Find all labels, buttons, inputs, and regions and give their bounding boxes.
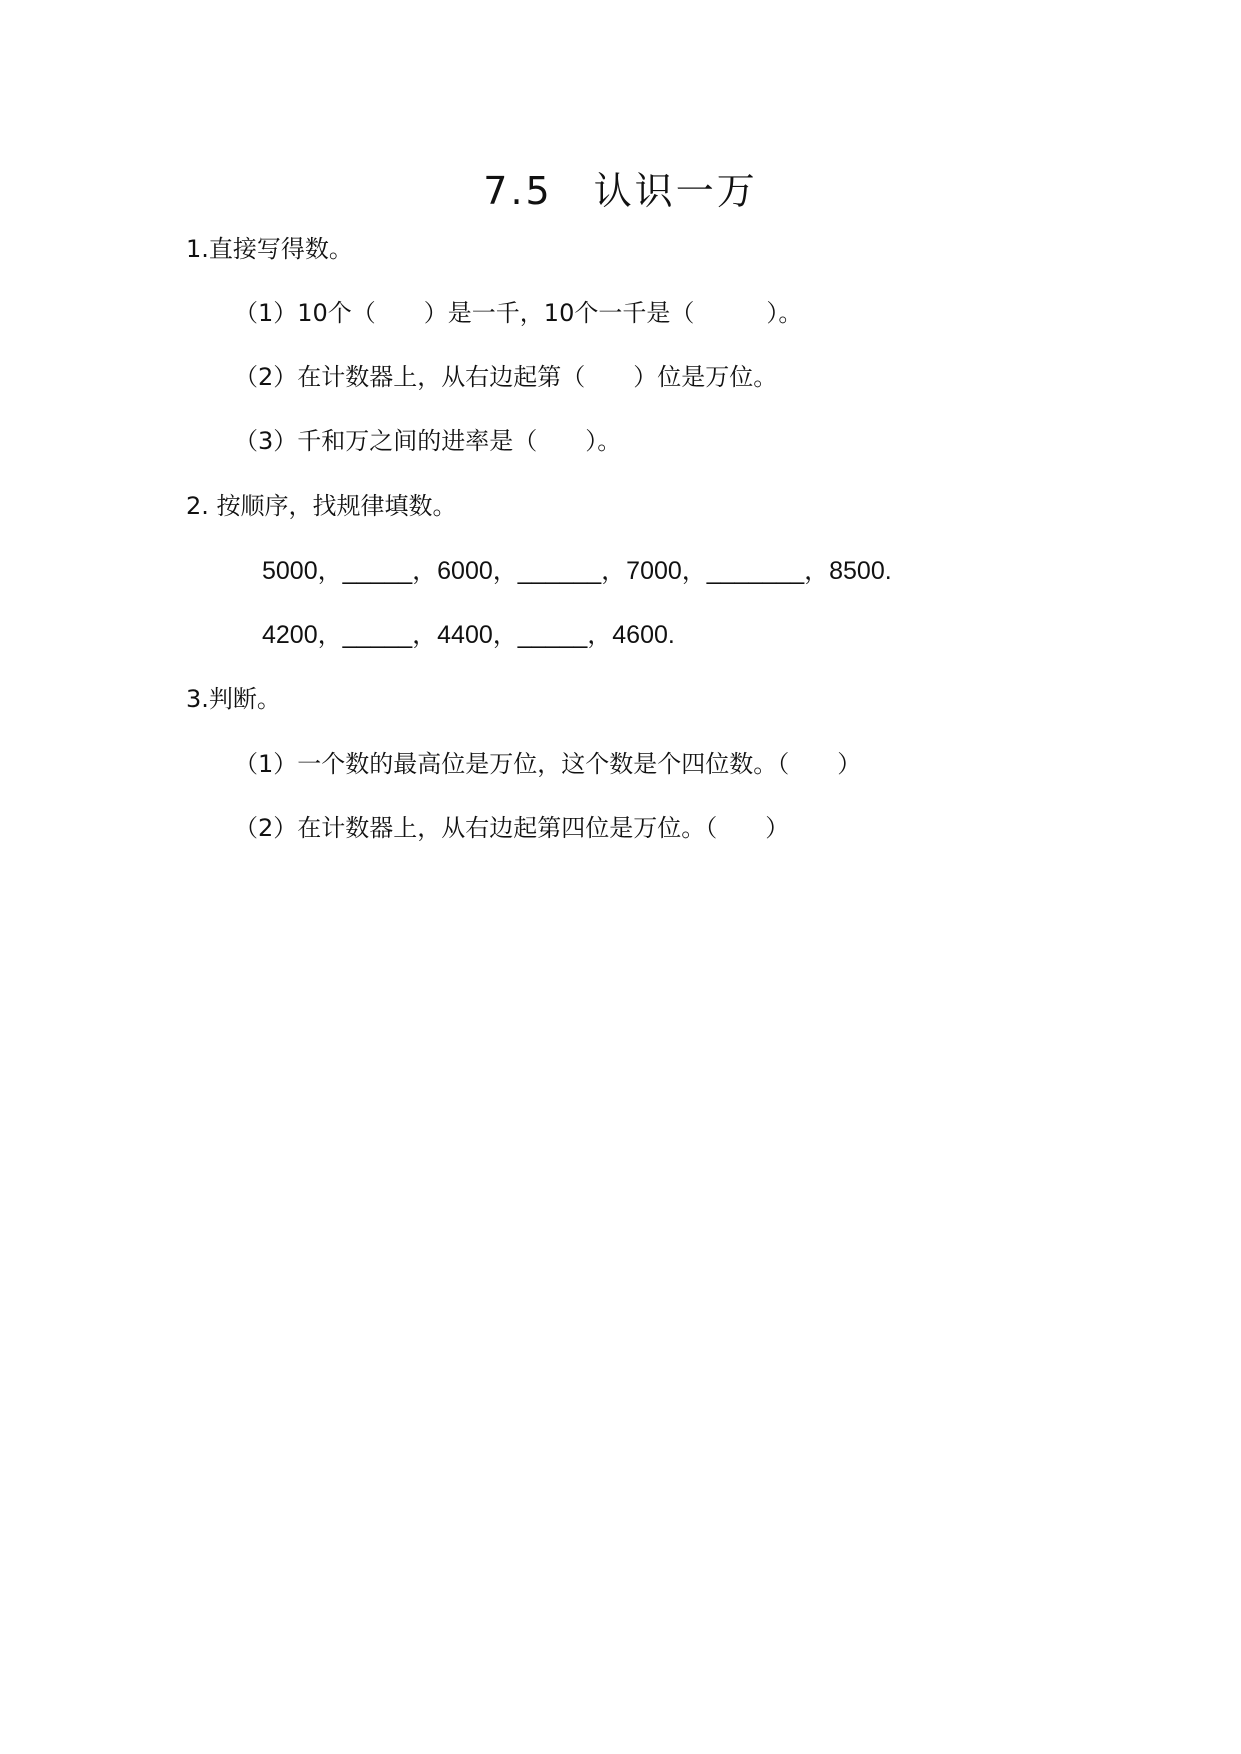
question-2-heading: 2. 按顺序，找规律填数。 <box>186 492 457 520</box>
question-3-item-1: （1）一个数的最高位是万位，这个数是个四位数。（ ） <box>234 750 862 778</box>
question-2-sequence-2: 4200，_____，4400，_____，4600. <box>262 621 675 649</box>
question-1-item-2: （2）在计数器上，从右边起第（ ）位是万位。 <box>234 363 778 391</box>
page-title: 7.5 认识一万 <box>483 169 758 213</box>
question-3-item-2: （2）在计数器上，从右边起第四位是万位。（ ） <box>234 814 790 842</box>
question-3-heading: 3.判断。 <box>186 685 281 713</box>
question-1-item-1: （1）10个（ ）是一千，10个一千是（ ）。 <box>234 299 803 327</box>
question-2-sequence-1: 5000，_____，6000，______，7000，_______，8500. <box>262 557 892 585</box>
question-1-item-3: （3）千和万之间的进率是（ ）。 <box>234 427 622 455</box>
question-1-heading: 1.直接写得数。 <box>186 235 353 263</box>
